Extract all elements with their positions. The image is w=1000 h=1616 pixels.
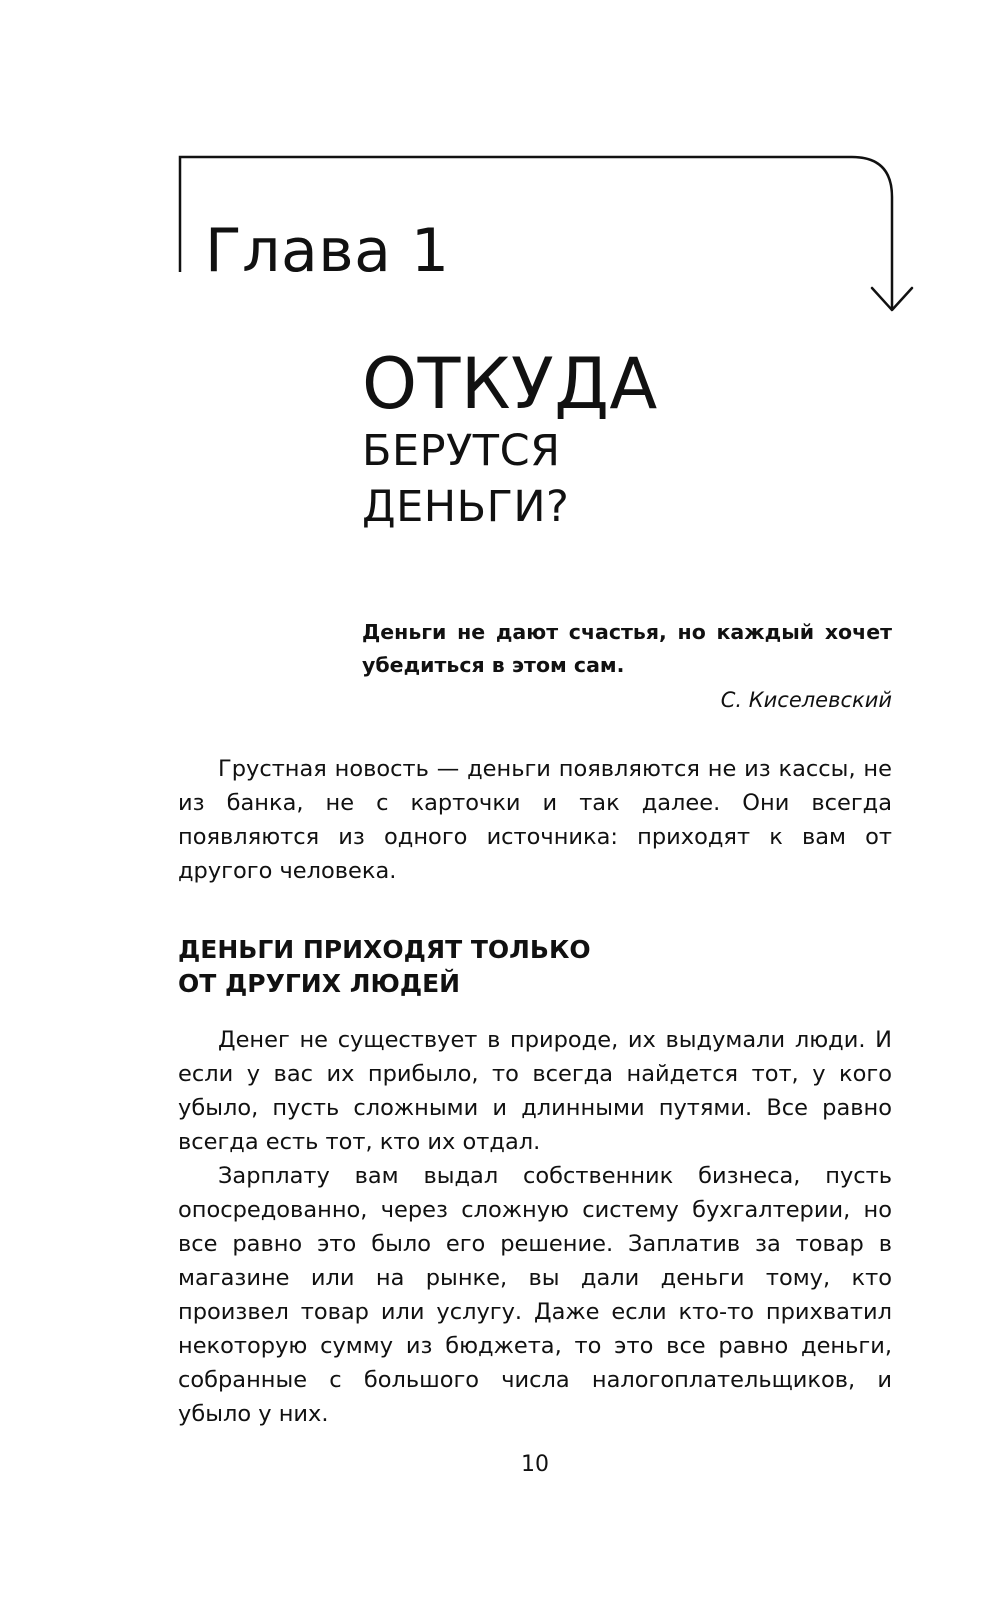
epigraph: [362, 616, 892, 718]
section-body: [178, 1023, 892, 1431]
chapter-title-line-3: ДЕНЬГИ?: [362, 482, 570, 532]
section-heading: [178, 933, 892, 1001]
section-heading-line-1: ДЕНЬГИ ПРИХОДЯТ ТОЛЬКО: [178, 935, 591, 964]
intro-text: [178, 752, 892, 888]
intro-paragraph-1: Грустная новость — деньги появляются не из кассы, не из банка, не с карточки и так далее. Они всегда появляются из одного источника: приходят к вам от другого человека.: [178, 756, 892, 884]
epigraph-author: С. Киселевский: [720, 688, 892, 712]
chapter-title-line-1: ОТКУДА: [362, 343, 658, 425]
page-number: 10: [521, 1452, 549, 1477]
section-paragraph-1: Денег не существует в природе, их выдумали люди. И если у вас их прибыло, то всегда найдется тот, у кого убыло, пусть сложными и длинными путями. Все равно всегда есть тот, кто их отдал.: [178, 1027, 892, 1155]
arrow-down-icon: [872, 288, 912, 310]
epigraph-text: Деньги не дают счастья, но каждый хочет убедиться в этом сам.: [362, 620, 892, 677]
chapter-title-line-2: БЕРУТСЯ: [362, 426, 561, 476]
chapter-label: Глава 1: [205, 216, 450, 286]
section-paragraph-2: Зарплату вам выдал собственник бизнеса, пусть опосредованно, через сложную систему бухгалтерии, но все равно это было его решение. Заплатив за товар в магазине или на рынке, вы дали деньги тому, кто произвел товар или услугу. Даже если кто-то прихватил некоторую сумму из бюджета, то это все равно деньги, собранные с большого числа налогоплательщиков, и убыло у них.: [178, 1163, 892, 1427]
section-heading-line-2: ОТ ДРУГИХ ЛЮДЕЙ: [178, 969, 461, 998]
chapter-title: [362, 345, 658, 535]
